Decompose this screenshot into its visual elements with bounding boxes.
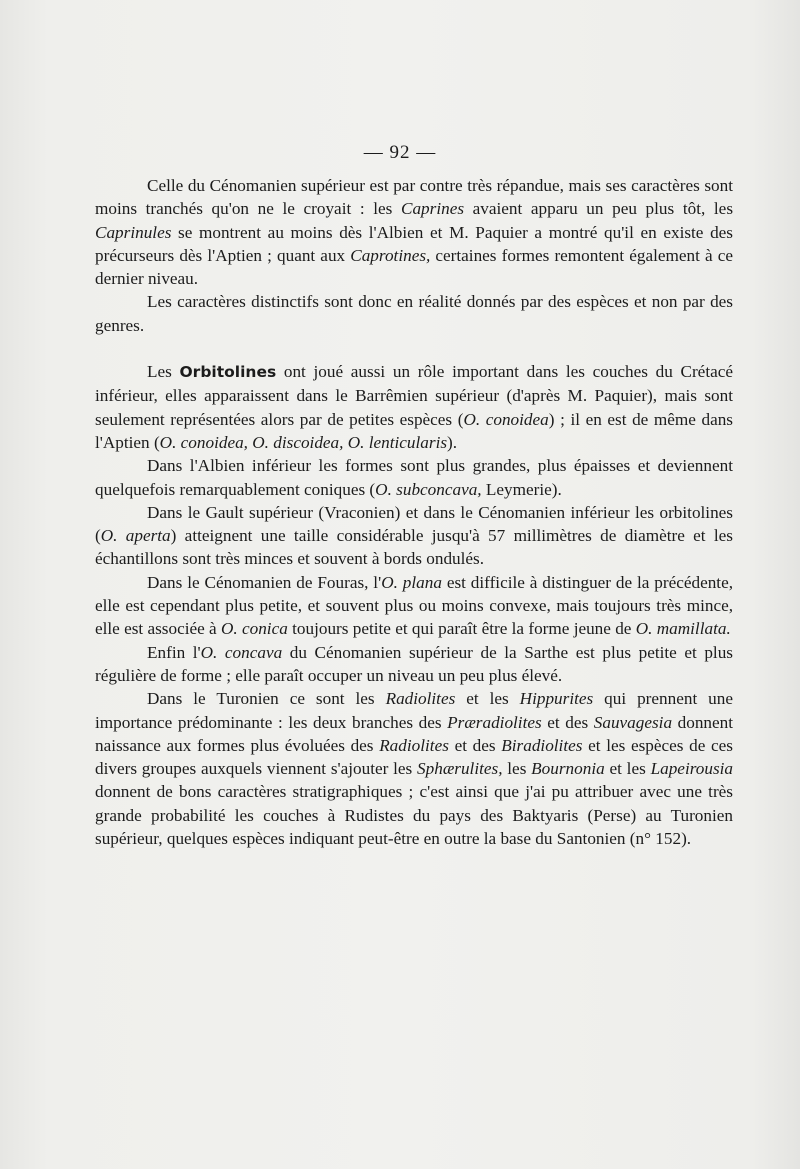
page-number: — 92 — <box>363 142 437 163</box>
text-run: Enfin l' <box>147 642 201 662</box>
italic-term: O. concava <box>200 642 283 662</box>
text-run: du Cénomanien supérieur de la Sarthe est plus petite et plus régulière de forme ; elle paraît occuper un niveau un peu plus élevé. <box>95 642 733 685</box>
text-run: Celle du Cénomanien supérieur est par contre très répandue, mais ses caractères sont moins tranchés qu'on ne le croyait : les <box>95 176 733 219</box>
italic-term: O. plana <box>381 572 442 592</box>
text-run: donnent naissance aux formes plus évoluées des <box>95 712 733 755</box>
paragraph-caracteres <box>95 290 733 337</box>
italic-term: Caprinules <box>95 222 172 242</box>
text-run: qui prennent une importance prédominante : les deux branches des <box>95 689 733 732</box>
text-run: Dans le Gault supérieur (Vraconien) et dans le Cénomanien inférieur les orbitolines ( <box>95 502 733 546</box>
paragraph-gault <box>95 501 733 571</box>
text-run: et les <box>455 689 520 709</box>
paragraph-albien <box>95 454 733 501</box>
italic-term: Biradiolites <box>501 735 583 755</box>
italic-term: Caprines <box>401 199 465 219</box>
italic-term: O. conica <box>220 619 288 639</box>
italic-term: Sphærulites, <box>417 759 503 779</box>
text-run: et des <box>541 712 594 732</box>
text-run: Dans l'Albien inférieur les formes sont plus grandes, plus épaisses et deviennent quelquefois remarquablement coniques ( <box>95 456 733 499</box>
text-run: Les caractères distinctifs sont donc en réalité donnés par des espèces et non par des genres. <box>95 292 733 335</box>
italic-term: Præradiolites <box>447 712 542 732</box>
italic-term: Bournonia <box>531 759 605 779</box>
text-run: Les <box>147 362 180 382</box>
text-run: Leymerie). <box>481 479 562 499</box>
text-run: avaient apparu un peu plus tôt, les <box>464 199 734 219</box>
italic-term: Lapeirousia <box>650 759 734 779</box>
paragraph-orbitolines <box>95 360 733 454</box>
italic-term: Radiolites <box>385 689 456 709</box>
italic-term: O. conoidea <box>463 409 549 429</box>
italic-term: O. subconcava, <box>375 479 482 499</box>
italic-term: O. conoidea, O. discoidea, O. lenticularis <box>159 432 448 452</box>
paragraph-sarthe <box>95 641 733 688</box>
text-run: ) atteignent une taille considérable jusqu'à 57 millimètres de diamètre et les échantillons sont très minces et souvent à bords ondulés. <box>95 526 733 569</box>
text-run: et des <box>448 735 502 755</box>
italic-term: O. mamillata. <box>635 619 731 639</box>
text-run: se montrent au moins dès l'Albien et M. Paquier a montré qu'il en existe des précurseurs dès l'Aptien ; quant aux <box>95 222 733 265</box>
text-run: est difficile à distinguer de la précédente, elle est cependant plus petite, et souvent plus ou moins convexe, mais toujours très mince, elle est associée à <box>95 572 734 639</box>
italic-term: Hippurites <box>519 689 594 709</box>
text-run: ). <box>447 432 458 452</box>
paragraph-caprines <box>95 174 733 290</box>
text-run: ) ; il en est de même dans l'Aptien ( <box>95 409 734 452</box>
paragraph-fouras <box>95 571 733 641</box>
text-run: toujours petite et qui paraît être la forme jeune de <box>287 619 636 639</box>
text-run: ont joué aussi un rôle important dans les couches du Crétacé inférieur, elles apparaissent dans le Barrêmien supérieur (d'après M. Paquier), mais sont seulement représentées alors par de petites espèces ( <box>95 362 733 429</box>
body-text <box>95 174 733 850</box>
text-run: certaines formes remontent également à ce dernier niveau. <box>95 245 733 289</box>
italic-term: O. aperta <box>100 526 171 546</box>
paragraph-turonien <box>95 687 733 850</box>
text-run: et les espèces de ces divers groupes auxquels viennent s'ajouter les <box>95 735 733 779</box>
text-run: Dans le Turonien ce sont les <box>147 689 386 709</box>
italic-term: Caprotines, <box>350 245 431 265</box>
paragraph-gap <box>95 337 733 360</box>
text-run: Dans le Cénomanien de Fouras, l' <box>147 572 382 592</box>
text-run: donnent de bons caractères stratigraphiques ; c'est ainsi que j'ai pu attribuer avec une très grande probabilité les couches à Rudistes du pays des Baktyaris (Perse) au Turonien supérieur, quelques espèces indiquant peut-être en outre la base du Santonien (n° 152). <box>95 782 733 849</box>
bold-term: Orbitolines <box>179 363 277 382</box>
text-run: les <box>502 759 532 779</box>
italic-term: Sauvagesia <box>593 712 673 732</box>
italic-term: Radiolites <box>379 735 449 755</box>
text-run: et les <box>604 759 651 779</box>
